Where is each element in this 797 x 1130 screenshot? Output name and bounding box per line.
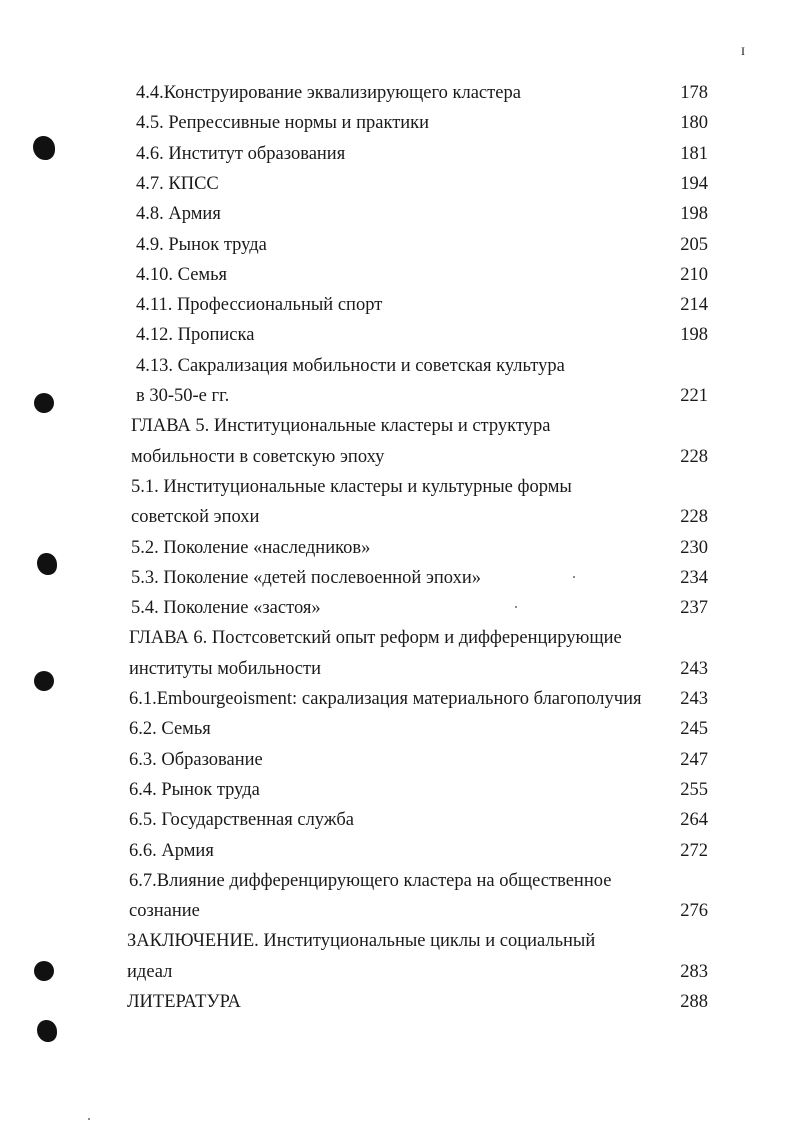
toc-entry-text: 4.10. Семья — [136, 264, 228, 285]
toc-entry-page: 237 — [680, 598, 708, 619]
toc-entry-text: 6.6. Армия — [129, 840, 214, 861]
toc-entry-page: 180 — [680, 113, 708, 134]
toc-entry-text: ГЛАВА 6. Постсоветский опыт реформ и дифференцирующие — [129, 628, 622, 649]
toc-entry-page: 198 — [680, 204, 708, 225]
toc-entry-text: 6.3. Образование — [129, 749, 263, 770]
toc-entry-text: 5.3. Поколение «детей послевоенной эпохи» — [131, 567, 481, 588]
toc-entry-text: 6.4. Рынок труда — [129, 779, 260, 800]
toc-entry-text: 4.13. Сакрализация мобильности и советская культура — [136, 355, 565, 376]
toc-entry-page: 230 — [680, 537, 708, 558]
toc-entry-text: ЗАКЛЮЧЕНИЕ. Институциональные циклы и социальный — [127, 931, 596, 952]
toc-entry-page: 228 — [680, 507, 708, 528]
toc-entry-text: мобильности в советскую эпоху — [131, 446, 385, 467]
toc-entry-page: 228 — [680, 446, 708, 467]
toc-entry-page: 247 — [680, 749, 708, 770]
toc-entry-page: 214 — [680, 295, 708, 316]
toc-entry-text: ЛИТЕРАТУРА — [127, 992, 241, 1012]
toc-entry-page: 234 — [680, 567, 708, 588]
toc-entry-page: 198 — [680, 325, 708, 346]
toc-entry-page: 181 — [680, 143, 708, 164]
toc-entry-text: 4.8. Армия — [136, 204, 221, 225]
toc-entry-page: 288 — [680, 992, 708, 1012]
toc-entry-text: 6.2. Семья — [129, 719, 211, 740]
toc-entry-page: 178 — [680, 83, 708, 103]
toc-entry-text: советской эпохи — [131, 507, 260, 528]
toc-entry-text: институты мобильности — [129, 658, 321, 679]
toc-entry-text: 6.7.Влияние дифференцирующего кластера на общественное — [129, 870, 612, 891]
toc-entry-text: ГЛАВА 5. Институциональные кластеры и структура — [131, 416, 551, 437]
toc-entry-text: идеал — [127, 961, 173, 982]
toc-entry-text: 6.1.Embourgeoisment: сакрализация материального благополучия — [129, 689, 642, 709]
toc-entry-page: 283 — [680, 961, 708, 982]
toc-entry-page: 276 — [680, 901, 708, 922]
page-number: I — [741, 44, 745, 58]
toc-entry-text: 4.6. Институт образования — [136, 143, 346, 164]
toc-entry-page: 205 — [680, 234, 708, 255]
toc-entry-text: 4.12. Прописка — [136, 325, 255, 346]
toc-entry-text: 5.1. Институциональные кластеры и культурные формы — [131, 476, 572, 497]
toc-entry-page: 245 — [680, 719, 708, 740]
toc-entry-text: 4.9. Рынок труда — [136, 234, 267, 255]
toc-entry-text: 4.11. Профессиональный спорт — [136, 295, 383, 316]
toc-entry-text: в 30-50-е гг. — [136, 386, 230, 406]
toc-entry-text: 5.2. Поколение «наследников» — [131, 537, 371, 558]
toc-entry-page: 255 — [680, 779, 708, 800]
toc-entry-page: 243 — [680, 658, 708, 679]
toc-entry-text: 5.4. Поколение «застоя» — [131, 598, 321, 619]
toc-entry-page: 264 — [680, 810, 708, 831]
toc-entry-text: 4.7. КПСС — [136, 173, 219, 194]
toc-entry-text: 4.5. Репрессивные нормы и практики — [136, 113, 430, 134]
toc-entry-page: 243 — [680, 689, 708, 709]
toc-entry-text: сознание — [129, 901, 200, 922]
toc-entry-page: 272 — [680, 840, 708, 861]
toc-entry-text: 6.5. Государственная служба — [129, 810, 354, 831]
toc-entry-page: 194 — [680, 173, 708, 194]
toc-entry-page: 221 — [680, 386, 708, 406]
toc-entry-text: 4.4.Конструирование эквализирующего кластера — [136, 83, 521, 103]
toc-entry-page: 210 — [680, 264, 708, 285]
